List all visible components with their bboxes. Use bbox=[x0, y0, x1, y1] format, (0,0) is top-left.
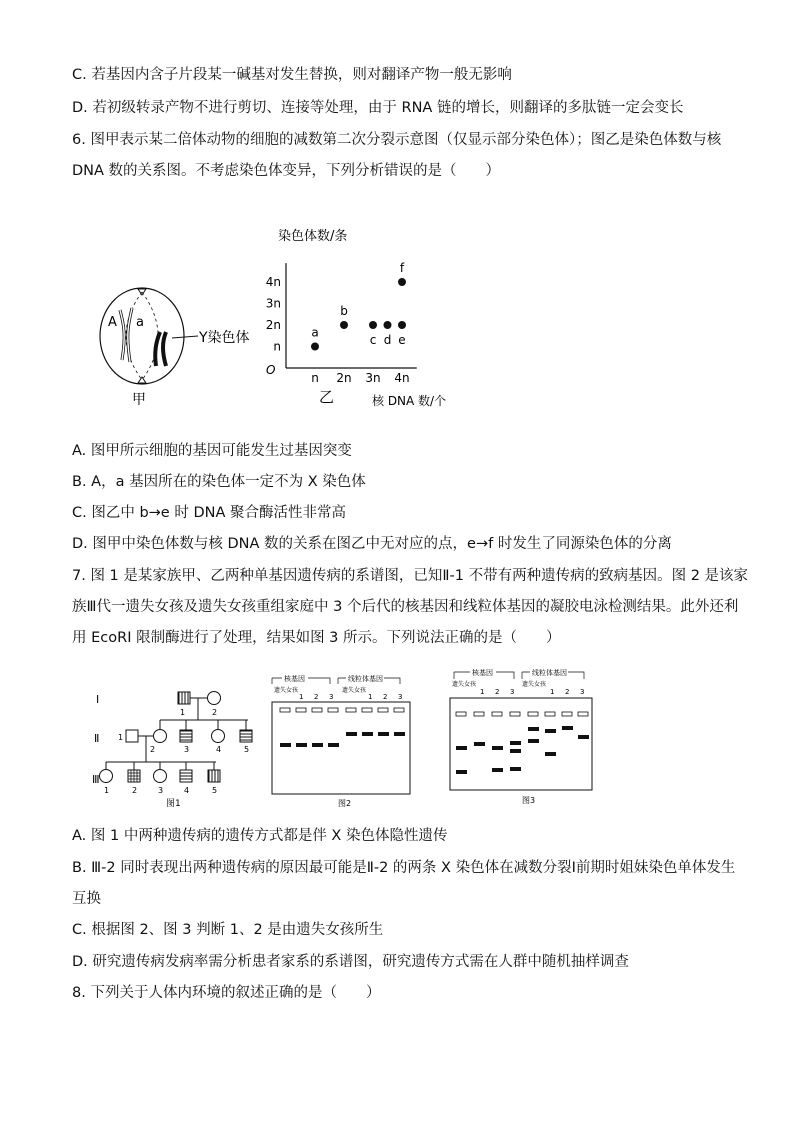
fig3-lane-3b: 3 bbox=[580, 688, 585, 696]
fig2-lane-3: 3 bbox=[329, 693, 334, 701]
option-6-prev-d: D. 若初级转录产物不进行剪切、连接等处理，由于 RNA 链的增长，则翻译的多肽链一定会变长 bbox=[72, 100, 684, 116]
chart-y-tick: n bbox=[273, 339, 281, 354]
option-6b: B. A，a 基因所在的染色体一定不为 X 染色体 bbox=[72, 474, 366, 490]
III-3-num: 3 bbox=[158, 786, 164, 795]
chart-xlabel: 核 DNA 数/个 bbox=[372, 394, 447, 408]
chart-point-label-c: c bbox=[369, 333, 377, 347]
fig2-lost-girl-1: 遗失女孩 bbox=[274, 687, 299, 694]
y-chromosome-1 bbox=[155, 332, 160, 366]
figure-1-caption: 图1 bbox=[166, 799, 181, 809]
fig3-lost-girl-1: 遗失女孩 bbox=[452, 681, 477, 688]
figure-1-pedigree bbox=[88, 682, 263, 812]
chart-point-label-e: e bbox=[398, 333, 406, 347]
II-1-male bbox=[126, 730, 138, 742]
I-1-num: 1 bbox=[180, 708, 186, 717]
fig2-lane-2: 2 bbox=[314, 693, 319, 701]
question-7-stem-2: 族Ⅲ代一遗失女孩及遗失女孩重组家庭中 3 个后代的核基因和线粒体基因的凝胶电泳检测结果。此外还利 bbox=[72, 599, 739, 615]
wells bbox=[280, 708, 404, 712]
chart-point-label-b: b bbox=[340, 304, 348, 318]
II-4-num: 4 bbox=[216, 745, 222, 754]
option-7c: C. 根据图 2、图 3 判断 1、2 是由遗失女孩所生 bbox=[72, 922, 384, 938]
chart-y-tick: 2n bbox=[265, 318, 281, 332]
wells bbox=[456, 712, 588, 716]
chart-point-d bbox=[384, 321, 392, 329]
question-8-stem: 8. 下列关于人体内环境的叙述正确的是（ ） bbox=[72, 985, 381, 1001]
bands bbox=[280, 732, 405, 747]
figure-jia-caption: 甲 bbox=[132, 392, 146, 408]
chart-point-c bbox=[369, 321, 377, 329]
question-7-stem-1: 7. 图 1 是某家族甲、乙两种单基因遗传病的系谱图，已知Ⅱ-1 不带有两种遗传病的致病基因。图 2 是该家 bbox=[72, 568, 749, 584]
II-3-male-affected bbox=[180, 730, 192, 742]
chart-ylabel: 染色体数/条 bbox=[278, 229, 348, 244]
I-1-male-affected bbox=[178, 692, 190, 704]
chart-point-label-f: f bbox=[399, 261, 405, 275]
figure-3-caption: 图3 bbox=[522, 796, 536, 805]
fig3-lane-2b: 2 bbox=[565, 688, 570, 696]
III-3-female bbox=[154, 770, 167, 783]
chart-x-tick: 3n bbox=[365, 371, 381, 385]
generation-III: Ⅲ bbox=[92, 773, 100, 786]
fig2-nuclear-label: 核基因 bbox=[284, 675, 305, 683]
III-5-num: 5 bbox=[212, 786, 218, 795]
chart-point-label-d: d bbox=[383, 333, 392, 347]
chart-point-f bbox=[398, 278, 406, 286]
fig2-lane-1: 1 bbox=[299, 693, 304, 701]
fig2-lost-girl-2: 遗失女孩 bbox=[342, 687, 367, 694]
centriole-bottom bbox=[138, 377, 146, 383]
figure-2-gel bbox=[270, 672, 415, 812]
gene-a-label: a bbox=[136, 315, 144, 330]
fig3-lane-1: 1 bbox=[480, 688, 485, 696]
III-5-male-affected bbox=[208, 770, 220, 782]
chart-x-tick: 4n bbox=[394, 371, 410, 385]
chart-point-e bbox=[398, 321, 406, 329]
II-4-female bbox=[212, 730, 225, 743]
gel-frame bbox=[272, 702, 410, 794]
spindle-right bbox=[142, 292, 158, 380]
y-pointer-line bbox=[172, 336, 198, 338]
option-7b-2: 互换 bbox=[72, 891, 101, 907]
III-4-male-affected bbox=[180, 770, 192, 782]
I-2-female bbox=[208, 692, 221, 705]
II-5-num: 5 bbox=[244, 745, 250, 754]
bands bbox=[456, 726, 589, 774]
fig2-lane-2b: 2 bbox=[383, 693, 388, 701]
II-2-female bbox=[154, 730, 167, 743]
question-6-stem-1: 6. 图甲表示某二倍体动物的细胞的减数第二次分裂示意图（仅显示部分染色体）；图乙是染色体数与核 bbox=[72, 132, 722, 148]
figure-3-gel bbox=[448, 665, 596, 810]
option-6c: C. 图乙中 b→e 时 DNA 聚合酶活性非常高 bbox=[72, 505, 346, 521]
option-7a: A. 图 1 中两种遗传病的遗传方式都是伴 X 染色体隐性遗传 bbox=[72, 828, 448, 844]
chart-x-tick: n bbox=[311, 371, 319, 385]
fig3-lost-girl-2: 遗失女孩 bbox=[522, 681, 547, 688]
fig3-lane-1b: 1 bbox=[550, 688, 555, 696]
II-1-num: 1 bbox=[118, 733, 124, 742]
option-7b-1: B. Ⅲ-2 同时表现出两种遗传病的原因最可能是Ⅱ-2 的两条 X 染色体在减数分裂Ⅰ前期时姐妹染色单体发生 bbox=[72, 860, 736, 876]
question-7-stem-3: 用 EcoRI 限制酶进行了处理，结果如图 3 所示。下列说法正确的是（ ） bbox=[72, 630, 561, 646]
III-4-num: 4 bbox=[184, 786, 190, 795]
II-2-num: 2 bbox=[150, 745, 156, 754]
generation-II: Ⅱ bbox=[94, 732, 100, 745]
III-1-female bbox=[100, 770, 113, 783]
gene-A-label: A bbox=[108, 315, 117, 330]
option-6d: D. 图甲中染色体数与核 DNA 数的关系在图乙中无对应的点，e→f 时发生了同源染色体的分离 bbox=[72, 536, 672, 552]
II-3-num: 3 bbox=[184, 745, 190, 754]
chart-point-b bbox=[340, 321, 348, 329]
figure-jia-cell bbox=[92, 280, 282, 410]
chart-y-tick: 3n bbox=[265, 296, 281, 311]
generation-I: Ⅰ bbox=[96, 693, 100, 706]
chart-y-tick: 4n bbox=[265, 275, 281, 289]
option-6-prev-c: C. 若基因内含子片段某一碱基对发生替换，则对翻译产物一般无影响 bbox=[72, 67, 512, 83]
III-2-num: 2 bbox=[132, 786, 138, 795]
I-2-num: 2 bbox=[212, 708, 218, 717]
fig2-lane-1b: 1 bbox=[368, 693, 373, 701]
II-5-male-affected bbox=[240, 730, 252, 742]
chart-point-a bbox=[311, 343, 319, 351]
figure-2-caption: 图2 bbox=[338, 799, 352, 808]
fig3-lane-3: 3 bbox=[510, 688, 515, 696]
III-1-num: 1 bbox=[104, 786, 110, 795]
fig2-mito-label: 线粒体基因 bbox=[348, 675, 383, 683]
chart-x-tick: 2n bbox=[336, 371, 352, 385]
option-7d: D. 研究遗传病发病率需分析患者家系的系谱图，研究遗传方式需在人群中随机抽样调查 bbox=[72, 954, 629, 970]
chart-caption: 乙 bbox=[319, 388, 335, 406]
fig3-lane-2: 2 bbox=[495, 688, 500, 696]
y-chromosome-2 bbox=[163, 332, 166, 366]
fig3-mito-label: 线粒体基因 bbox=[532, 669, 567, 677]
y-chromosome-label: Y染色体 bbox=[199, 330, 250, 346]
fig3-nuclear-label: 核基因 bbox=[472, 669, 493, 677]
option-6a: A. 图甲所示细胞的基因可能发生过基因突变 bbox=[72, 443, 352, 459]
III-2-male-both bbox=[128, 770, 140, 782]
cell-membrane bbox=[100, 288, 184, 384]
chart-point-label-a: a bbox=[311, 325, 319, 340]
figure-yi-chart bbox=[258, 222, 458, 417]
fig2-lane-3b: 3 bbox=[398, 693, 403, 701]
chart-origin: O bbox=[266, 363, 276, 377]
question-6-stem-2: DNA 数的关系图。不考虑染色体变异，下列分析错误的是（ ） bbox=[72, 163, 501, 179]
